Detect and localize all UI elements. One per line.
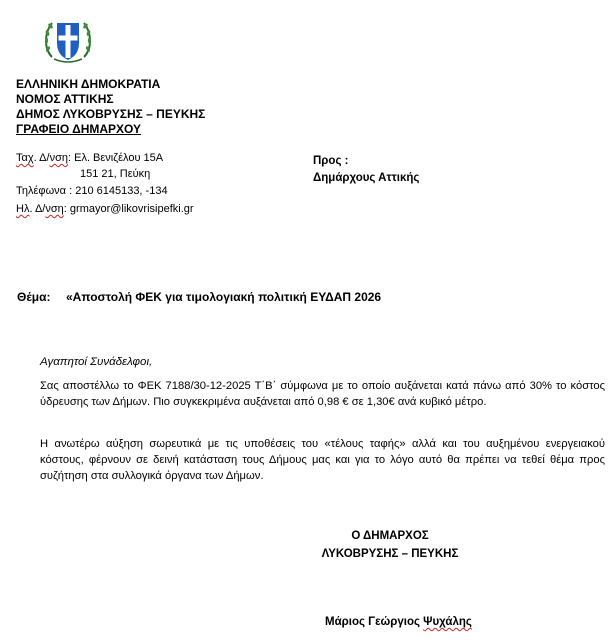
signature-municipality: ΛΥΚΟΒΡΥΣΗΣ – ΠΕΥΚΗΣ: [321, 548, 459, 560]
signature-title: Ο ΔΗΜΑΡΧΟΣ: [351, 530, 429, 542]
header-municipality: ΔΗΜΟΣ ΛΥΚΟΒΡΥΣΗΣ – ΠΕΥΚΗΣ: [16, 107, 206, 121]
header-prefecture: ΝΟΜΟΣ ΑΤΤΙΚΗΣ: [16, 92, 114, 106]
postal-address: Ταχ. Δ/νση: Ελ. Βενιζέλου 15Α: [16, 152, 164, 164]
recipient-label: Προς :: [313, 155, 349, 167]
recipient-value: Δημάρχους Αττικής: [313, 172, 420, 184]
signature-name: Μάριος Γεώργιος Ψυχάλης: [325, 616, 472, 628]
hellenic-republic-emblem-icon: [40, 13, 96, 69]
postal-code-city: 151 21, Πεύκη: [80, 168, 151, 180]
header-republic: ΕΛΛΗΝΙΚΗ ΔΗΜΟΚΡΑΤΙΑ: [16, 77, 161, 91]
subject-text: «Αποστολή ΦΕΚ για τιμολογιακή πολιτική ΕΥΔΑΠ 2026: [66, 290, 382, 304]
subject-label: Θέμα:: [17, 290, 51, 304]
greeting: Αγαπητοί Συνάδελφοι,: [40, 356, 153, 368]
header-mayor-office: ΓΡΑΦΕΙΟ ΔΗΜΑΡΧΟΥ: [16, 122, 142, 136]
phone-line: Τηλέφωνα : 210 6145133, -134: [16, 185, 168, 197]
body-paragraph-2: Η ανωτέρω αύξηση σωρευτικά με τις υποθέσεις του «τέλους ταφής» αλλά και του αυξημένου ενεργειακού κόστους, φέρνουν σε δεινή κατάσταση τους Δήμους μας και για το λόγο αυτό θα πρέπει να τεθεί θέμα προς συζήτηση στα συλλογικά όργανα των Δήμων.: [40, 438, 605, 482]
email-line: Ηλ. Δ/νση: grmayor@likovrisipefki.gr: [16, 203, 194, 215]
body-paragraph-1: Σας αποστέλλω το ΦΕΚ 7188/30-12-2025 Τ΄Β΄ σύμφωνα με το οποίο αυξάνεται κατά πάνω από 30% το κόστος ύδρευσης των Δήμων. Πιο συγκεκριμένα αυξάνεται από 0,98 € σε 1,30€ ανά κυβικό μέτρο.: [40, 380, 605, 408]
